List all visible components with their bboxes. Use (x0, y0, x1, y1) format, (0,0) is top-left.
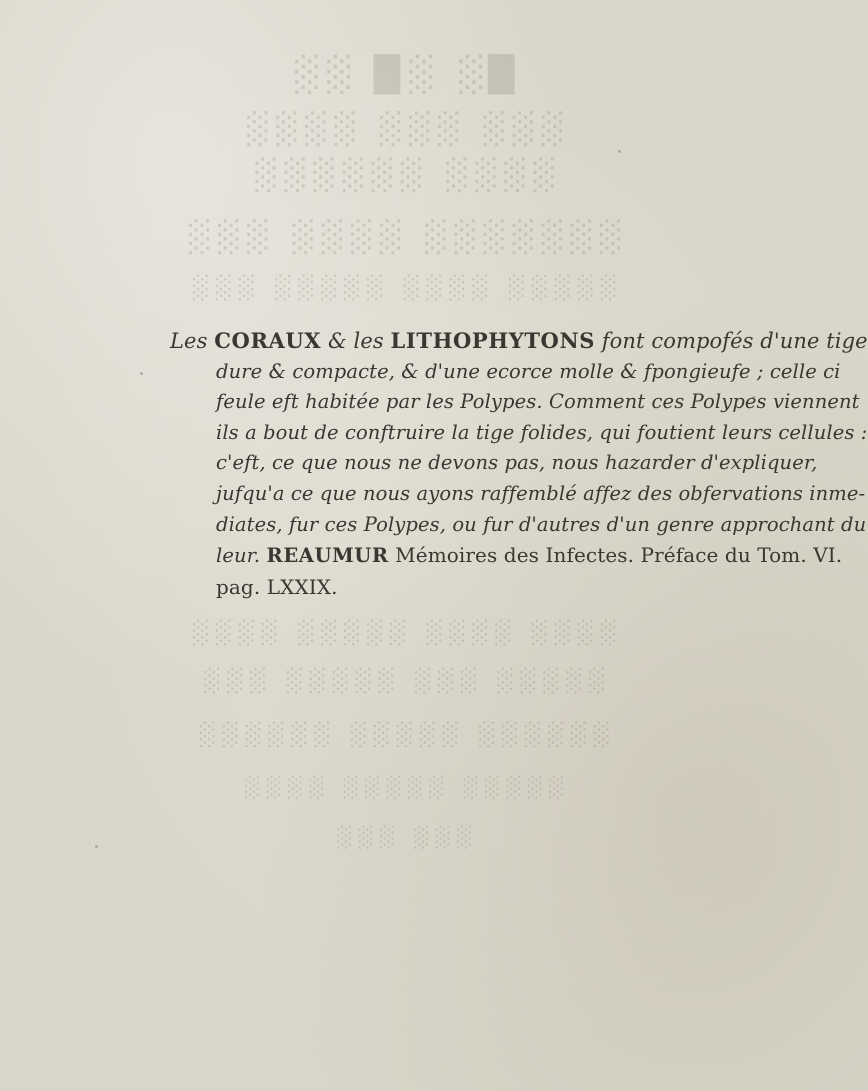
text-line: ils a bout de conftruire la tige folides, qui foutient leurs cellules : (216, 420, 868, 444)
bleed-through-line: ░░░░ ░░░░░░ (246, 158, 554, 193)
line-fragment: & les (321, 329, 391, 353)
bleed-through-line: ░░░░░░░ ░░░░ ░░░ (180, 220, 620, 255)
text-line: jufqu'a ce que nous ayons raffemblé affez des obfervations inme- (216, 481, 866, 505)
printed-passage (170, 326, 868, 602)
bleed-through-line: ░░░░░░ ░░░░░ ░░░░░░ (191, 722, 609, 748)
author-reaumur: REAUMUR (266, 544, 389, 568)
ink-speck (95, 845, 98, 848)
text-line: c'eft, ce que nous ne devons pas, nous hazarder d'expliquer, (216, 451, 818, 475)
bleed-through-line: █░ ░█ ░░ (285, 55, 515, 95)
text-line: dure & compacte, & d'une ecorce molle & fpongieufe ; celle ci (216, 359, 841, 383)
citation-page: pag. LXXIX. (216, 574, 338, 599)
line-fragment: leur. (216, 544, 267, 568)
bleed-through-line: ░░░░░ ░░░ ░░░░░ ░░░ (196, 668, 604, 694)
bleed-through-line: ░░░░░ ░░░░ ░░░░░ ░░░ (184, 275, 616, 301)
text-line (216, 540, 843, 572)
text-line: feule eft habitée par les Polypes. Comment ces Polypes viennent (216, 390, 860, 414)
text-line: diates, fur ces Polypes, ou fur d'autres d'un genre approchant du (216, 512, 867, 536)
bleed-through-line: ░░░ ░░░ (329, 825, 471, 849)
text-line (170, 326, 868, 357)
ink-speck (140, 372, 143, 375)
term-lithophytons: LITHOPHYTONS (390, 328, 596, 353)
term-coraux: CORAUX (214, 328, 322, 353)
citation-source: Mémoires des Infectes. Préface du Tom. VI. (388, 543, 843, 568)
ink-speck (618, 150, 621, 153)
bleed-through-line: ░░░░░ ░░░░░ ░░░░ (237, 775, 563, 799)
bleed-through-line: ░░░ ░░░ ░░░░ (238, 112, 562, 147)
line-fragment: Les (170, 329, 215, 353)
bleed-through-line: ░░░░ ░░░░ ░░░░░ ░░░░ (184, 620, 616, 646)
line-fragment: font compofés d'une tige (595, 329, 868, 353)
